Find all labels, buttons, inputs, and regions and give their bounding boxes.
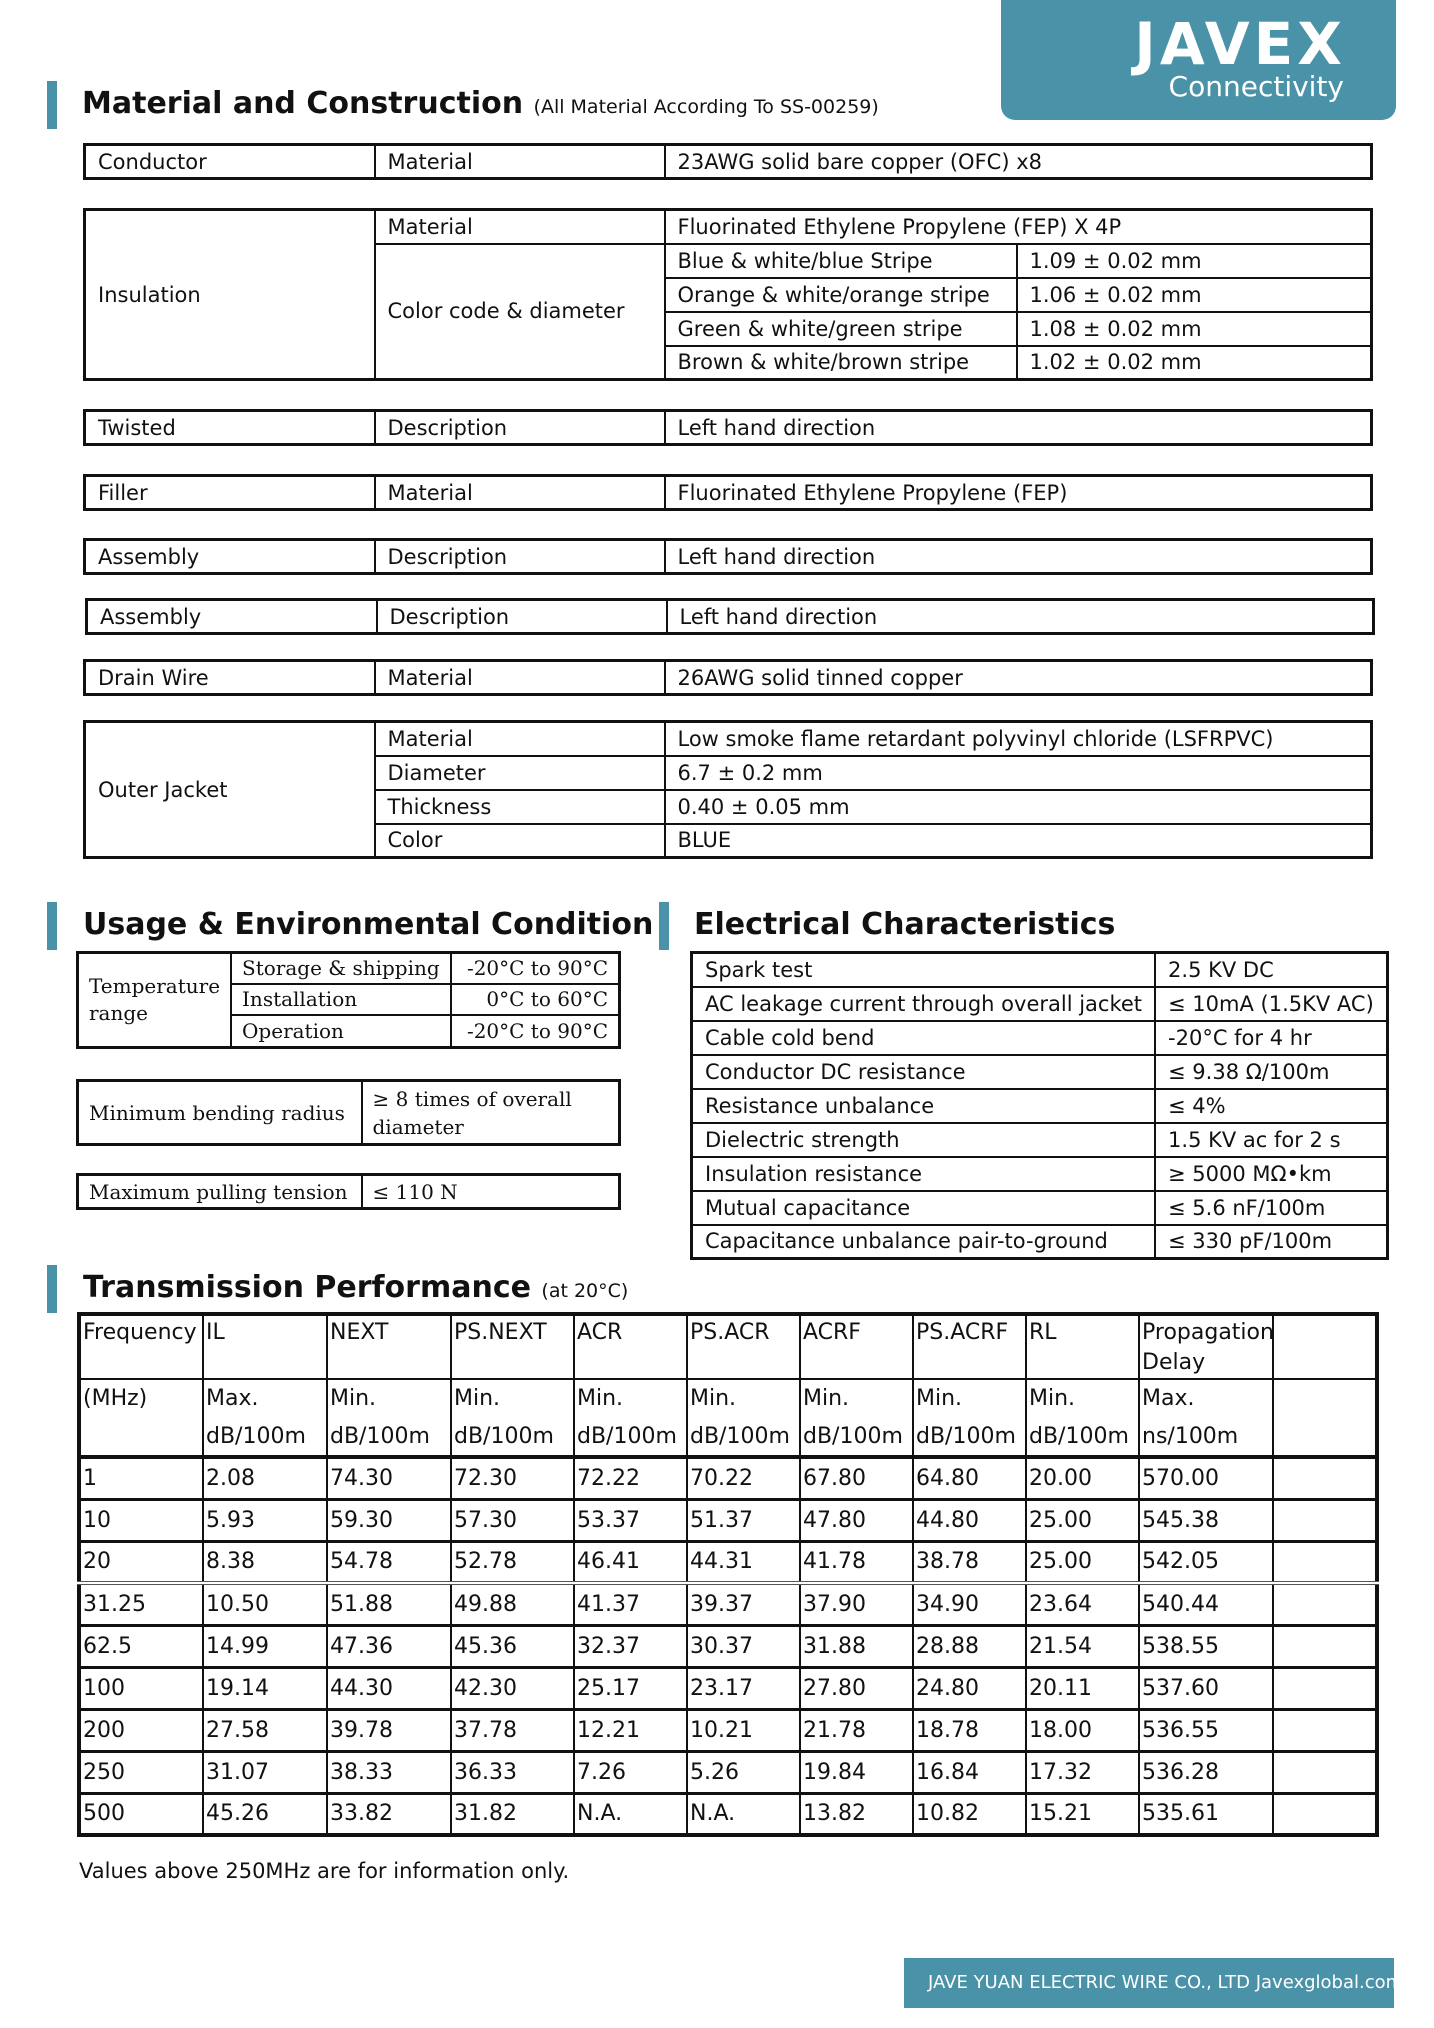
transmission-table xyxy=(77,1312,1379,1837)
unit-row-cell: (MHz) xyxy=(79,1379,203,1417)
data-row-cell xyxy=(1273,1583,1377,1625)
color-code-diameter: 1.02 ± 0.02 mm xyxy=(1017,346,1372,380)
header-row-cell xyxy=(1273,1314,1377,1379)
transmission-section-title xyxy=(83,1268,628,1308)
data-row-cell: 53.37 xyxy=(574,1499,687,1541)
data-row xyxy=(79,1625,1377,1667)
color-code-diameter: 1.06 ± 0.02 mm xyxy=(1017,278,1372,312)
data-row-cell: 31.07 xyxy=(203,1751,327,1793)
header-row-cell: ACR xyxy=(574,1314,687,1379)
transmission-subtitle: (at 20°C) xyxy=(541,1280,629,1302)
data-row-cell: 25.17 xyxy=(574,1667,687,1709)
data-row-cell: 10 xyxy=(79,1499,203,1541)
electrical-value: ≤ 330 pF/100m xyxy=(1155,1225,1387,1259)
data-row xyxy=(79,1667,1377,1709)
data-row-cell: 32.37 xyxy=(574,1625,687,1667)
twisted-label: Twisted xyxy=(85,411,375,445)
pulling-tension-value: ≤ 110 N xyxy=(362,1175,620,1209)
conductor-value: 23AWG solid bare copper (OFC) x8 xyxy=(665,145,1372,179)
data-row xyxy=(79,1541,1377,1583)
data-row-cell: 72.22 xyxy=(574,1457,687,1499)
data-row-cell: 570.00 xyxy=(1139,1457,1273,1499)
electrical-value: -20°C for 4 hr xyxy=(1155,1021,1387,1055)
temperature-value: -20°C to 90°C xyxy=(451,953,619,984)
unit-row-cell: dB/100m xyxy=(687,1417,800,1457)
assembly-label: Assembly xyxy=(87,600,377,634)
electrical-value: 1.5 KV ac for 2 s xyxy=(1155,1123,1387,1157)
electrical-value: ≤ 5.6 nF/100m xyxy=(1155,1191,1387,1225)
data-row-cell: 20 xyxy=(79,1541,203,1583)
twisted-key: Description xyxy=(375,411,665,445)
section-accent-bar xyxy=(47,81,57,129)
filler-value: Fluorinated Ethylene Propylene (FEP) xyxy=(665,476,1372,510)
unit-row-cell: ns/100m xyxy=(1139,1417,1273,1457)
data-row-cell: 42.30 xyxy=(451,1667,574,1709)
header-row-cell: PS.ACR xyxy=(687,1314,800,1379)
jacket-value: 6.7 ± 0.2 mm xyxy=(665,756,1372,790)
color-code-diameter: 1.08 ± 0.02 mm xyxy=(1017,312,1372,346)
data-row-cell: 44.31 xyxy=(687,1541,800,1583)
data-row-cell: 19.84 xyxy=(800,1751,913,1793)
data-row-cell xyxy=(1273,1709,1377,1751)
data-row-cell: 16.84 xyxy=(913,1751,1026,1793)
data-row-cell: 70.22 xyxy=(687,1457,800,1499)
pulling-tension-table xyxy=(76,1173,621,1210)
data-row-cell: 540.44 xyxy=(1139,1583,1273,1625)
data-row xyxy=(79,1709,1377,1751)
data-row-cell: 5.26 xyxy=(687,1751,800,1793)
data-row-cell: 74.30 xyxy=(327,1457,451,1499)
electrical-key: Mutual capacitance xyxy=(692,1191,1156,1225)
data-row-cell: 45.36 xyxy=(451,1625,574,1667)
electrical-key: AC leakage current through overall jacket xyxy=(692,987,1156,1021)
data-row-cell: 1 xyxy=(79,1457,203,1499)
data-row-cell: 18.78 xyxy=(913,1709,1026,1751)
bending-radius-table xyxy=(76,1079,621,1146)
logo-wordmark: JAVEX xyxy=(1134,10,1346,78)
data-row-cell: 15.21 xyxy=(1026,1793,1139,1835)
assembly-value: Left hand direction xyxy=(665,540,1372,574)
data-row-cell: 18.00 xyxy=(1026,1709,1139,1751)
temperature-table xyxy=(76,951,621,1049)
color-code-label: Brown & white/brown stripe xyxy=(665,346,1017,380)
data-row-cell: 545.38 xyxy=(1139,1499,1273,1541)
data-row-cell: 31.25 xyxy=(79,1583,203,1625)
section-accent-bar xyxy=(47,902,57,950)
electrical-key: Spark test xyxy=(692,953,1156,987)
data-row-cell: N.A. xyxy=(574,1793,687,1835)
header-row-cell: PS.ACRF xyxy=(913,1314,1026,1379)
unit-row-cell: dB/100m xyxy=(800,1417,913,1457)
logo-subtitle: Connectivity xyxy=(1168,70,1344,103)
temperature-value: -20°C to 90°C xyxy=(451,1015,619,1048)
material-subtitle: (All Material According To SS-00259) xyxy=(533,96,879,118)
data-row-cell: 59.30 xyxy=(327,1499,451,1541)
color-code-label: Blue & white/blue Stripe xyxy=(665,244,1017,278)
data-row-cell xyxy=(1273,1625,1377,1667)
filler-label: Filler xyxy=(85,476,375,510)
data-row-cell: 19.14 xyxy=(203,1667,327,1709)
data-row-cell: 21.54 xyxy=(1026,1625,1139,1667)
data-row-cell: 500 xyxy=(79,1793,203,1835)
footer-banner xyxy=(904,1958,1404,2008)
data-row-cell: 67.80 xyxy=(800,1457,913,1499)
material-title-text: Material and Construction xyxy=(82,86,524,121)
electrical-key: Capacitance unbalance pair-to-ground xyxy=(692,1225,1156,1259)
data-row-cell: 47.36 xyxy=(327,1625,451,1667)
temperature-value: 0°C to 60°C xyxy=(451,984,619,1015)
electrical-key: Cable cold bend xyxy=(692,1021,1156,1055)
header-row-cell: ACRF xyxy=(800,1314,913,1379)
insulation-label: Insulation xyxy=(85,210,375,380)
unit-row xyxy=(79,1417,1377,1457)
conductor-table xyxy=(83,143,1373,180)
unit-row-cell: dB/100m xyxy=(574,1417,687,1457)
unit-row-cell: Max. xyxy=(1139,1379,1273,1417)
transmission-title-text: Transmission Performance xyxy=(83,1270,531,1305)
drain-wire-table xyxy=(83,659,1373,696)
electrical-key: Conductor DC resistance xyxy=(692,1055,1156,1089)
data-row-cell: 24.80 xyxy=(913,1667,1026,1709)
electrical-value: ≥ 5000 MΩ•km xyxy=(1155,1157,1387,1191)
data-row-cell: 2.08 xyxy=(203,1457,327,1499)
drain-wire-value: 26AWG solid tinned copper xyxy=(665,661,1372,695)
bending-radius-value: ≥ 8 times of overall diameter xyxy=(362,1081,620,1145)
outer-jacket-label: Outer Jacket xyxy=(85,722,375,858)
unit-row-cell: dB/100m xyxy=(913,1417,1026,1457)
data-row-cell: 8.38 xyxy=(203,1541,327,1583)
jacket-value: BLUE xyxy=(665,824,1372,858)
header-row xyxy=(79,1314,1377,1379)
unit-row-cell: dB/100m xyxy=(1026,1417,1139,1457)
insulation-material-key: Material xyxy=(375,210,665,244)
data-row-cell: 39.37 xyxy=(687,1583,800,1625)
data-row-cell: 28.88 xyxy=(913,1625,1026,1667)
unit-row-cell: dB/100m xyxy=(451,1417,574,1457)
unit-row-cell: dB/100m xyxy=(203,1417,327,1457)
data-row-cell xyxy=(1273,1499,1377,1541)
data-row-cell: 20.11 xyxy=(1026,1667,1139,1709)
data-row-cell xyxy=(1273,1667,1377,1709)
outer-jacket-table xyxy=(83,720,1373,859)
data-row-cell: 27.58 xyxy=(203,1709,327,1751)
jacket-key: Material xyxy=(375,722,665,756)
data-row-cell: 31.88 xyxy=(800,1625,913,1667)
data-row-cell: 41.37 xyxy=(574,1583,687,1625)
data-row-cell: 36.33 xyxy=(451,1751,574,1793)
unit-row-cell: Min. xyxy=(574,1379,687,1417)
electrical-value: ≤ 9.38 Ω/100m xyxy=(1155,1055,1387,1089)
temperature-range-label: Temperature range xyxy=(78,953,232,1048)
data-row-cell: 45.26 xyxy=(203,1793,327,1835)
data-row-cell: 23.17 xyxy=(687,1667,800,1709)
data-row-cell: 54.78 xyxy=(327,1541,451,1583)
filler-key: Material xyxy=(375,476,665,510)
data-row xyxy=(79,1751,1377,1793)
data-row xyxy=(79,1499,1377,1541)
twisted-value: Left hand direction xyxy=(665,411,1372,445)
header-row-cell: RL xyxy=(1026,1314,1139,1379)
assembly-key: Description xyxy=(375,540,665,574)
data-row-cell: 64.80 xyxy=(913,1457,1026,1499)
jacket-key: Thickness xyxy=(375,790,665,824)
data-row-cell: 37.90 xyxy=(800,1583,913,1625)
conductor-key: Material xyxy=(375,145,665,179)
pulling-tension-label: Maximum pulling tension xyxy=(78,1175,362,1209)
data-row-cell xyxy=(1273,1541,1377,1583)
data-row-cell: 7.26 xyxy=(574,1751,687,1793)
section-accent-bar xyxy=(47,1265,57,1313)
unit-row-cell: Min. xyxy=(327,1379,451,1417)
jacket-key: Diameter xyxy=(375,756,665,790)
jacket-value: Low smoke flame retardant polyvinyl chloride (LSFRPVC) xyxy=(665,722,1372,756)
unit-row-cell: dB/100m xyxy=(327,1417,451,1457)
data-row-cell: 25.00 xyxy=(1026,1499,1139,1541)
data-row xyxy=(79,1583,1377,1625)
unit-row-cell: Min. xyxy=(1026,1379,1139,1417)
unit-row-cell xyxy=(79,1417,203,1457)
assembly-key: Description xyxy=(377,600,667,634)
data-row-cell: 13.82 xyxy=(800,1793,913,1835)
data-row-cell: 21.78 xyxy=(800,1709,913,1751)
material-section-title xyxy=(82,84,879,124)
unit-row-cell: Min. xyxy=(451,1379,574,1417)
data-row-cell: 38.78 xyxy=(913,1541,1026,1583)
section-accent-bar xyxy=(659,902,669,950)
jacket-key: Color xyxy=(375,824,665,858)
data-row-cell: 72.30 xyxy=(451,1457,574,1499)
data-row-cell: 537.60 xyxy=(1139,1667,1273,1709)
data-row-cell: 39.78 xyxy=(327,1709,451,1751)
data-row-cell: 51.88 xyxy=(327,1583,451,1625)
unit-row-cell: Max. xyxy=(203,1379,327,1417)
data-row-cell: 10.82 xyxy=(913,1793,1026,1835)
header-row-cell: PS.NEXT xyxy=(451,1314,574,1379)
unit-row-cell: Min. xyxy=(800,1379,913,1417)
conductor-label: Conductor xyxy=(85,145,375,179)
data-row-cell: 33.82 xyxy=(327,1793,451,1835)
data-row-cell: 52.78 xyxy=(451,1541,574,1583)
data-row-cell: 250 xyxy=(79,1751,203,1793)
insulation-color-key: Color code & diameter xyxy=(375,244,665,380)
data-row-cell: 10.21 xyxy=(687,1709,800,1751)
data-row-cell xyxy=(1273,1751,1377,1793)
data-row-cell: 14.99 xyxy=(203,1625,327,1667)
data-row-cell: 535.61 xyxy=(1139,1793,1273,1835)
electrical-value: ≤ 10mA (1.5KV AC) xyxy=(1155,987,1387,1021)
data-row-cell: 51.37 xyxy=(687,1499,800,1541)
header-row-cell: NEXT xyxy=(327,1314,451,1379)
data-row-cell: 34.90 xyxy=(913,1583,1026,1625)
unit-row-cell: Min. xyxy=(913,1379,1026,1417)
data-row-cell xyxy=(1273,1793,1377,1835)
header-row-cell: Frequency xyxy=(79,1314,203,1379)
data-row-cell: 27.80 xyxy=(800,1667,913,1709)
company-logo xyxy=(1001,0,1396,120)
assembly-label: Assembly xyxy=(85,540,375,574)
usage-section-title: Usage & Environmental Condition xyxy=(83,907,654,942)
unit-row-cell xyxy=(1273,1417,1377,1457)
data-row-cell: 30.37 xyxy=(687,1625,800,1667)
data-row-cell: 542.05 xyxy=(1139,1541,1273,1583)
jacket-value: 0.40 ± 0.05 mm xyxy=(665,790,1372,824)
assembly-table xyxy=(83,538,1373,575)
data-row-cell: 100 xyxy=(79,1667,203,1709)
electrical-value: ≤ 4% xyxy=(1155,1089,1387,1123)
data-row-cell: 536.28 xyxy=(1139,1751,1273,1793)
assembly-table xyxy=(85,598,1375,635)
unit-row xyxy=(79,1379,1377,1417)
bending-radius-label: Minimum bending radius xyxy=(78,1081,362,1145)
color-code-label: Green & white/green stripe xyxy=(665,312,1017,346)
data-row-cell: 5.93 xyxy=(203,1499,327,1541)
data-row-cell: 47.80 xyxy=(800,1499,913,1541)
data-row xyxy=(79,1793,1377,1835)
data-row-cell: 200 xyxy=(79,1709,203,1751)
electrical-key: Dielectric strength xyxy=(692,1123,1156,1157)
unit-row-cell: Min. xyxy=(687,1379,800,1417)
color-code-diameter: 1.09 ± 0.02 mm xyxy=(1017,244,1372,278)
drain-wire-key: Material xyxy=(375,661,665,695)
data-row-cell: 38.33 xyxy=(327,1751,451,1793)
data-row-cell: 20.00 xyxy=(1026,1457,1139,1499)
drain-wire-label: Drain Wire xyxy=(85,661,375,695)
footer-website: Javexglobal.com xyxy=(1255,1972,1404,1993)
assembly-value: Left hand direction xyxy=(667,600,1374,634)
unit-row-cell xyxy=(1273,1379,1377,1417)
data-row-cell: 44.30 xyxy=(327,1667,451,1709)
data-row-cell: 57.30 xyxy=(451,1499,574,1541)
data-row-cell: 31.82 xyxy=(451,1793,574,1835)
electrical-key: Resistance unbalance xyxy=(692,1089,1156,1123)
data-row-cell: 25.00 xyxy=(1026,1541,1139,1583)
data-row-cell: 23.64 xyxy=(1026,1583,1139,1625)
temperature-condition: Storage & shipping xyxy=(231,953,451,984)
data-row xyxy=(79,1457,1377,1499)
electrical-section-title: Electrical Characteristics xyxy=(694,907,1116,942)
data-row-cell: 41.78 xyxy=(800,1541,913,1583)
insulation-table xyxy=(83,208,1373,381)
data-row-cell: 538.55 xyxy=(1139,1625,1273,1667)
insulation-material-value: Fluorinated Ethylene Propylene (FEP) X 4P xyxy=(665,210,1372,244)
data-row-cell: N.A. xyxy=(687,1793,800,1835)
transmission-note: Values above 250MHz are for information only. xyxy=(79,1859,570,1883)
data-row-cell: 62.5 xyxy=(79,1625,203,1667)
electrical-table xyxy=(690,951,1389,1260)
data-row-cell: 49.88 xyxy=(451,1583,574,1625)
filler-table xyxy=(83,474,1373,511)
data-row-cell: 44.80 xyxy=(913,1499,1026,1541)
data-row-cell: 37.78 xyxy=(451,1709,574,1751)
data-row-cell: 17.32 xyxy=(1026,1751,1139,1793)
electrical-value: 2.5 KV DC xyxy=(1155,953,1387,987)
data-row-cell xyxy=(1273,1457,1377,1499)
data-row-cell: 10.50 xyxy=(203,1583,327,1625)
data-row-cell: 536.55 xyxy=(1139,1709,1273,1751)
color-code-label: Orange & white/orange stripe xyxy=(665,278,1017,312)
temperature-condition: Operation xyxy=(231,1015,451,1048)
data-row-cell: 12.21 xyxy=(574,1709,687,1751)
data-row-cell: 46.41 xyxy=(574,1541,687,1583)
header-row-cell: Propagation Delay xyxy=(1139,1314,1273,1379)
electrical-key: Insulation resistance xyxy=(692,1157,1156,1191)
temperature-condition: Installation xyxy=(231,984,451,1015)
twisted-table xyxy=(83,409,1373,446)
footer-company: JAVE YUAN ELECTRIC WIRE CO., LTD xyxy=(928,1972,1250,1993)
header-row-cell: IL xyxy=(203,1314,327,1379)
